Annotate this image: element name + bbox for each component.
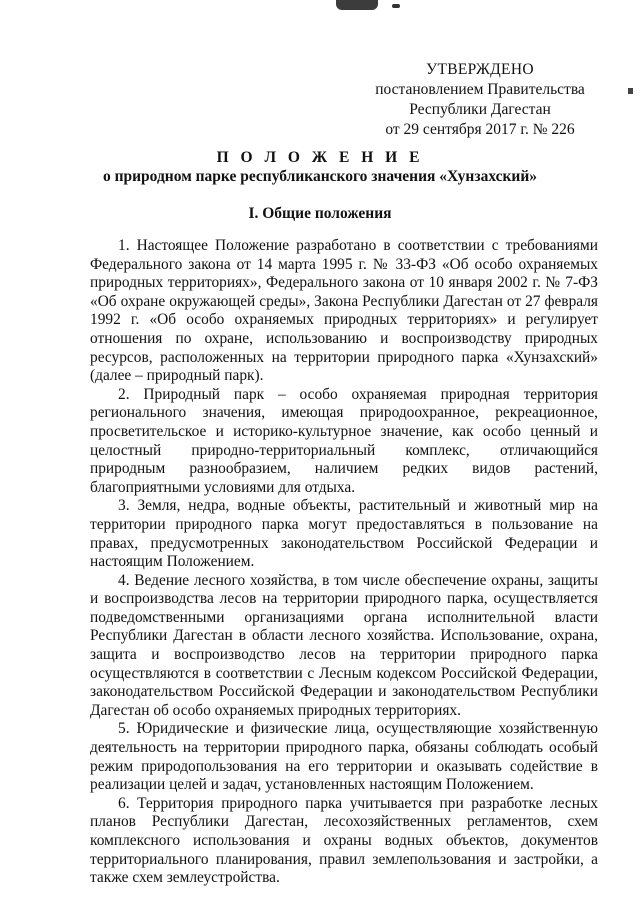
approval-line: постановлением Правительства — [375, 81, 585, 98]
document-body — [90, 237, 598, 888]
approval-heading: УТВЕРЖДЕНО — [426, 61, 534, 78]
paragraph: 1. Настоящее Положение разработано в соответствии с требованиями Федерального закона от 14 марта 1995 г. № 33-ФЗ «Об особо охраняемых природных территориях», Федерального закона от 10 января 2002 г. № 7-ФЗ «Об охране окружающей среды», Закона Республики Дагестан от 27 февраля 1992 г. «Об особо охраняемых природных территориях» и регулирует отношения по охране, использованию и воспроизводству природных ресурсов, расположенных на территории природного парка «Хунзахский» (далее – природный парк). — [90, 237, 598, 385]
paragraph: 6. Территория природного парка учитывается при разработке лесных планов Республики Дагестан, лесохозяйственных регламентов, схем комплексного использования и охраны водных объектов, документов территориального планирования, правил землепользования и застройки, а также схем землеустройства. — [90, 794, 598, 887]
approval-line: Республики Дагестан — [409, 101, 551, 118]
paragraph: 3. Земля, недра, водные объекты, растительный и животный мир на территории природного парка могут предоставляться в пользование на правах, предусмотренных законодательством Российской Федерации и настоящим Положением. — [90, 497, 598, 571]
paragraph: 5. Юридические и физические лица, осуществляющие хозяйственную деятельность на территории природного парка, обязаны соблюдать особый режим природопользования на его территории и оказывать содействие в реализации целей и задач, установленных настоящим Положением. — [90, 720, 598, 794]
section-title: I. Общие положения — [248, 205, 392, 222]
scan-artifact — [392, 4, 400, 8]
document-subtitle: о природном парке республиканского значения «Хунзахский» — [102, 168, 538, 185]
approval-date-line: от 29 сентября 2017 г. № 226 — [385, 121, 575, 138]
document-title: П О Л О Ж Е Н И Е — [216, 149, 424, 166]
approval-block — [330, 60, 630, 140]
paragraph: 2. Природный парк – особо охраняемая природная территория регионального значения, имеющая природоохранное, рекреационное, просветительское и историко-культурное значение, как особо ценный и целостный природно-территориальный комплекс, отличающийся природным разнообразием, наличием редких видов растений, благоприятными условиями для отдыха. — [90, 385, 598, 496]
paragraph: 4. Ведение лесного хозяйства, в том числе обеспечение охраны, защиты и воспроизводства лесов на территории природного парка, осуществляется подведомственными организациями органа исполнительной власти Республики Дагестан в области лесного хозяйства. Использование, охрана, защита и воспроизводство лесов на территории природного парка осуществляются в соответствии с Лесным кодексом Российской Федерации, законодательством Российской Федерации и законодательством Республики Дагестан об особо охраняемых природных территориях. — [90, 571, 598, 719]
scan-artifact — [336, 0, 378, 10]
